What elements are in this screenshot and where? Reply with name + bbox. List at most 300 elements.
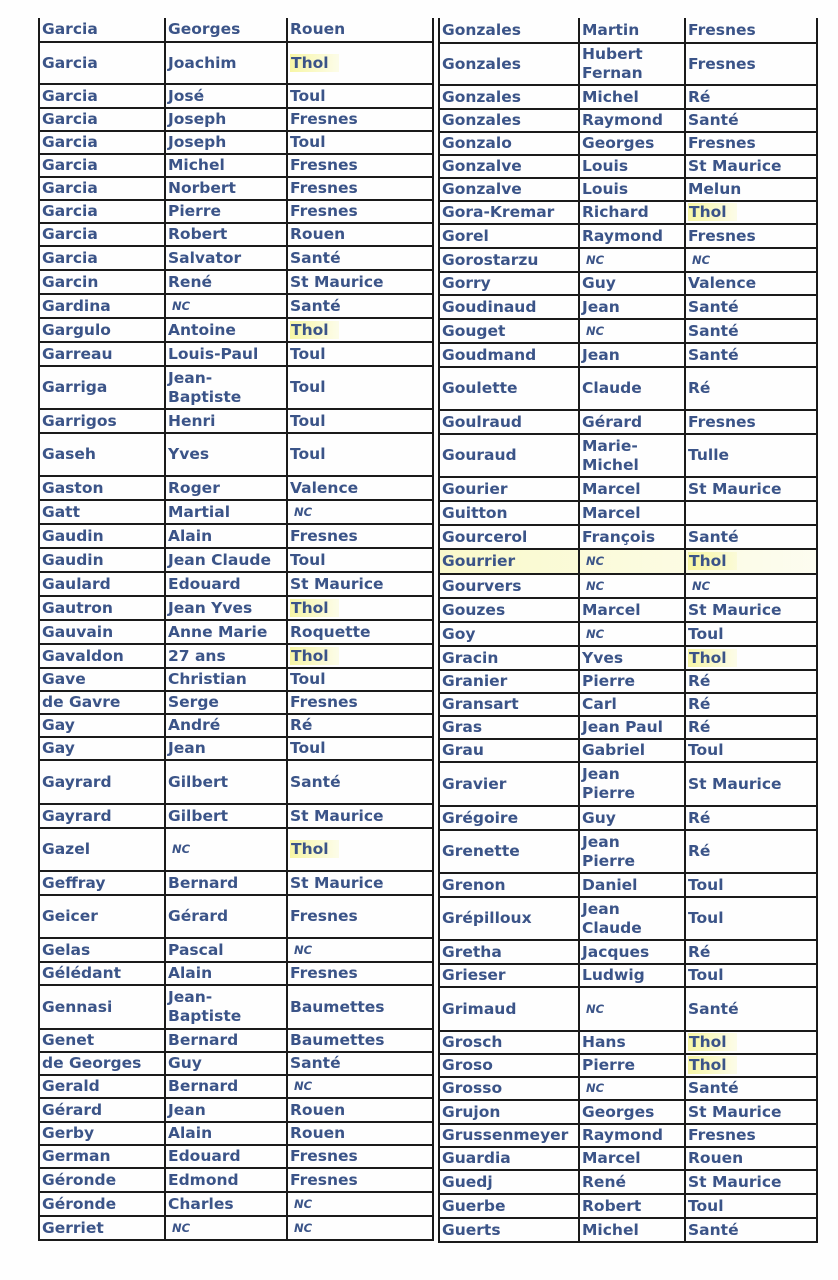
prison-text: Toul xyxy=(290,550,326,569)
prison-text: Ré xyxy=(688,842,711,860)
last-name-text: Goulraud xyxy=(442,412,522,431)
last-name-cell xyxy=(39,572,165,596)
prison-cell xyxy=(287,895,433,938)
name-table-left xyxy=(38,18,434,1241)
first-name-cell xyxy=(165,548,287,572)
first-name-cell xyxy=(165,1098,287,1122)
first-name-text: NC xyxy=(586,1081,605,1095)
last-name-text: Guedj xyxy=(442,1172,493,1191)
last-name-text: Gay xyxy=(42,739,75,757)
last-name-cell xyxy=(439,1031,579,1054)
prison-cell xyxy=(287,270,433,294)
prison-cell xyxy=(287,177,433,200)
table-row xyxy=(439,987,817,1031)
table-row xyxy=(39,1122,433,1145)
first-name-text: Michel xyxy=(582,1220,639,1239)
prison-text: Thol xyxy=(688,1033,737,1051)
first-name-text: René xyxy=(168,272,212,291)
last-name-cell xyxy=(439,178,579,201)
first-name-text: René xyxy=(582,1172,626,1191)
prison-cell xyxy=(287,223,433,246)
table-row xyxy=(439,248,817,272)
first-name-cell xyxy=(579,525,685,549)
prison-text: Rouen xyxy=(290,1124,346,1142)
first-name-text: Hans xyxy=(582,1033,626,1051)
last-name-text: Gourvers xyxy=(442,576,522,595)
table-row xyxy=(439,830,817,873)
prison-cell xyxy=(685,434,817,477)
table-row xyxy=(439,1147,817,1170)
last-name-cell xyxy=(439,295,579,319)
last-name-text: Gaulard xyxy=(42,574,111,593)
last-name-cell xyxy=(39,1098,165,1122)
last-name-text: Gave xyxy=(42,670,86,688)
first-name-text: Jean Paul xyxy=(582,718,663,736)
last-name-cell xyxy=(39,108,165,131)
last-name-cell xyxy=(439,272,579,295)
last-name-cell xyxy=(439,43,579,85)
first-name-cell xyxy=(579,987,685,1031)
table-row xyxy=(39,620,433,644)
first-name-cell xyxy=(579,574,685,598)
last-name-cell xyxy=(39,871,165,895)
table-row xyxy=(39,760,433,804)
last-name-cell xyxy=(39,500,165,524)
last-name-text: Gavaldon xyxy=(42,646,124,665)
first-name-text: Ludwig xyxy=(582,966,645,984)
first-name-cell xyxy=(579,224,685,248)
last-name-cell xyxy=(439,224,579,248)
last-name-cell xyxy=(39,714,165,737)
prison-text: Santé xyxy=(290,296,341,315)
first-name-cell xyxy=(579,873,685,897)
first-name-text: Louis xyxy=(582,157,629,175)
table-row xyxy=(439,410,817,434)
last-name-cell xyxy=(39,1145,165,1168)
last-name-text: Garrigos xyxy=(42,411,117,430)
last-name-text: Gonzalve xyxy=(442,180,522,198)
first-name-cell xyxy=(579,1147,685,1170)
first-name-text: NC xyxy=(586,323,605,338)
prison-text: Fresnes xyxy=(290,526,358,545)
prison-text: Baumettes xyxy=(290,1031,385,1049)
last-name-text: Grujon xyxy=(442,1102,501,1121)
first-name-text: Robert xyxy=(168,225,228,243)
first-name-text: Raymond xyxy=(582,111,663,129)
prison-text: Ré xyxy=(688,695,711,713)
table-row xyxy=(39,985,433,1029)
first-name-cell xyxy=(579,897,685,940)
first-name-text: Pascal xyxy=(168,940,224,959)
table-row xyxy=(439,693,817,716)
prison-cell xyxy=(685,367,817,410)
first-name-text: Jean xyxy=(582,297,620,316)
last-name-cell xyxy=(439,18,579,43)
last-name-text: Goulette xyxy=(442,379,518,397)
prison-cell xyxy=(287,548,433,572)
last-name-text: Gretha xyxy=(442,942,502,961)
last-name-cell xyxy=(439,109,579,132)
last-name-text: Grépilloux xyxy=(442,909,532,927)
first-name-cell xyxy=(165,200,287,223)
last-name-cell xyxy=(39,1029,165,1052)
prison-text: Ré xyxy=(688,942,711,961)
last-name-text: Gorel xyxy=(442,226,489,245)
prison-text: Fresnes xyxy=(290,693,358,711)
last-name-cell xyxy=(439,646,579,670)
table-row xyxy=(39,342,433,366)
first-name-cell xyxy=(579,434,685,477)
prison-text: Valence xyxy=(290,478,359,497)
prison-cell xyxy=(685,987,817,1031)
prison-text: St Maurice xyxy=(688,600,782,619)
last-name-cell xyxy=(39,524,165,548)
last-name-text: Gérard xyxy=(42,1100,103,1119)
first-name-text: Jacques xyxy=(582,942,650,961)
first-name-cell xyxy=(165,42,287,84)
prison-text: Santé xyxy=(688,1220,739,1239)
first-name-text: Gérard xyxy=(168,907,229,925)
prison-text: Santé xyxy=(688,111,739,129)
last-name-cell xyxy=(439,1100,579,1124)
prison-cell xyxy=(287,668,433,691)
last-name-text: Gonzalve xyxy=(442,157,522,175)
table-row xyxy=(39,223,433,246)
table-row xyxy=(39,668,433,691)
first-name-cell xyxy=(579,1054,685,1077)
prison-cell xyxy=(287,644,433,668)
prison-text: Fresnes xyxy=(290,1147,358,1165)
first-name-cell xyxy=(579,1218,685,1242)
first-name-cell xyxy=(579,343,685,367)
prison-cell xyxy=(287,108,433,131)
prison-cell xyxy=(685,1100,817,1124)
prison-cell xyxy=(287,691,433,714)
prison-cell xyxy=(287,84,433,108)
last-name-text: Gourier xyxy=(442,479,508,498)
first-name-text: Jean Pierre xyxy=(582,765,635,802)
table-row xyxy=(39,596,433,620)
last-name-cell xyxy=(439,248,579,272)
first-name-text: Marcel xyxy=(582,600,641,619)
table-row xyxy=(439,549,817,574)
first-name-text: Henri xyxy=(168,411,216,430)
prison-cell xyxy=(287,938,433,962)
last-name-text: Granier xyxy=(442,672,508,690)
prison-cell xyxy=(685,598,817,622)
prison-cell xyxy=(685,1218,817,1242)
first-name-cell xyxy=(165,620,287,644)
last-name-text: Gorostarzu xyxy=(442,250,539,269)
prison-cell xyxy=(685,964,817,987)
first-name-cell xyxy=(165,433,287,476)
first-name-cell xyxy=(579,964,685,987)
first-name-text: Michel xyxy=(168,156,225,174)
table-row xyxy=(439,739,817,762)
last-name-cell xyxy=(39,828,165,871)
first-name-text: Guy xyxy=(582,808,616,827)
last-name-text: Garreau xyxy=(42,344,113,363)
last-name-cell xyxy=(439,622,579,646)
first-name-cell xyxy=(165,1168,287,1192)
table-row xyxy=(439,964,817,987)
prison-text: Toul xyxy=(688,1196,724,1215)
first-name-cell xyxy=(165,366,287,409)
last-name-text: Gravier xyxy=(442,774,507,793)
table-row xyxy=(39,200,433,223)
first-name-text: Georges xyxy=(168,20,241,38)
prison-text: Santé xyxy=(688,297,739,316)
first-name-text: Joachim xyxy=(168,53,237,72)
first-name-cell xyxy=(579,830,685,873)
first-name-text: Yves xyxy=(582,648,624,667)
first-name-cell xyxy=(165,1052,287,1075)
last-name-cell xyxy=(39,131,165,154)
first-name-cell xyxy=(579,693,685,716)
last-name-text: Grosso xyxy=(442,1079,503,1097)
last-name-text: Gonzales xyxy=(442,54,521,73)
last-name-cell xyxy=(439,477,579,501)
prison-text: Melun xyxy=(688,180,742,198)
prison-cell xyxy=(287,524,433,548)
first-name-cell xyxy=(165,737,287,760)
prison-cell xyxy=(685,1077,817,1100)
last-name-text: Garcia xyxy=(42,179,98,197)
table-row xyxy=(39,84,433,108)
prison-cell xyxy=(287,1098,433,1122)
first-name-cell xyxy=(165,572,287,596)
prison-cell xyxy=(287,1029,433,1052)
prison-cell xyxy=(685,622,817,646)
first-name-cell xyxy=(579,109,685,132)
last-name-text: Grau xyxy=(442,741,484,759)
prison-text: Thol xyxy=(688,1056,737,1074)
prison-text: Fresnes xyxy=(688,1126,756,1144)
last-name-text: Genet xyxy=(42,1031,95,1049)
prison-text: Santé xyxy=(688,527,739,546)
first-name-text: Guy xyxy=(168,1054,202,1072)
table-row xyxy=(439,272,817,295)
last-name-text: Grégoire xyxy=(442,808,519,827)
last-name-text: Gelas xyxy=(42,940,91,959)
table-row xyxy=(439,806,817,830)
first-name-text: Marcel xyxy=(582,503,641,522)
first-name-cell xyxy=(579,367,685,410)
prison-cell xyxy=(685,343,817,367)
first-name-text: Jean Claude xyxy=(582,899,642,937)
table-row xyxy=(39,572,433,596)
first-name-cell xyxy=(579,806,685,830)
table-body-left xyxy=(39,18,433,1240)
first-name-cell xyxy=(579,646,685,670)
prison-cell xyxy=(287,500,433,524)
prison-text: Santé xyxy=(290,248,341,267)
prison-text: Thol xyxy=(290,647,339,665)
prison-text: Toul xyxy=(290,670,326,688)
first-name-cell xyxy=(579,272,685,295)
prison-text: Toul xyxy=(290,344,326,363)
table-row xyxy=(439,940,817,964)
first-name-text: Edmond xyxy=(168,1170,239,1189)
last-name-cell xyxy=(39,760,165,804)
first-name-cell xyxy=(165,714,287,737)
prison-text: St Maurice xyxy=(290,272,384,291)
last-name-text: Géronde xyxy=(42,1194,117,1213)
last-name-text: Gorry xyxy=(442,274,491,292)
first-name-cell xyxy=(165,84,287,108)
last-name-text: Grenon xyxy=(442,875,506,894)
last-name-cell xyxy=(439,367,579,410)
last-name-cell xyxy=(439,693,579,716)
first-name-text: François xyxy=(582,527,656,546)
first-name-text: Raymond xyxy=(582,1126,663,1144)
table-row xyxy=(39,1192,433,1216)
last-name-cell xyxy=(39,644,165,668)
prison-cell xyxy=(287,1052,433,1075)
table-row xyxy=(439,319,817,343)
prison-cell xyxy=(287,1145,433,1168)
last-name-cell xyxy=(39,342,165,366)
last-name-cell xyxy=(439,739,579,762)
last-name-cell xyxy=(39,1122,165,1145)
table-row xyxy=(439,201,817,224)
first-name-text: Hubert Fernan xyxy=(582,45,643,82)
last-name-text: Gaudin xyxy=(42,526,104,545)
first-name-cell xyxy=(165,1216,287,1240)
first-name-text: Yves xyxy=(168,445,210,463)
first-name-text: Jean Claude xyxy=(168,550,271,569)
first-name-text: Pierre xyxy=(582,1056,635,1074)
prison-cell xyxy=(287,246,433,270)
first-name-cell xyxy=(165,342,287,366)
prison-text: Ré xyxy=(290,716,313,734)
last-name-text: Garcia xyxy=(42,53,98,72)
prison-cell xyxy=(287,200,433,223)
last-name-cell xyxy=(439,1054,579,1077)
prison-cell xyxy=(685,670,817,693)
last-name-text: Garcia xyxy=(42,110,98,128)
first-name-cell xyxy=(579,18,685,43)
prison-cell xyxy=(685,762,817,806)
first-name-text: Pierre xyxy=(582,672,635,690)
prison-cell xyxy=(685,1147,817,1170)
prison-cell xyxy=(685,319,817,343)
prison-text: Thol xyxy=(290,321,339,339)
first-name-cell xyxy=(579,1031,685,1054)
last-name-cell xyxy=(39,294,165,318)
last-name-cell xyxy=(439,319,579,343)
first-name-cell xyxy=(165,1192,287,1216)
first-name-cell xyxy=(165,668,287,691)
prison-text: Fresnes xyxy=(688,412,756,431)
last-name-text: Garcia xyxy=(42,133,98,151)
first-name-text: Bernard xyxy=(168,1077,239,1095)
prison-text: Toul xyxy=(290,86,326,105)
table-row xyxy=(39,1216,433,1240)
first-name-cell xyxy=(579,295,685,319)
prison-text: Fresnes xyxy=(290,907,358,925)
last-name-text: de Gavre xyxy=(42,693,121,711)
last-name-cell xyxy=(39,1168,165,1192)
prison-cell xyxy=(685,295,817,319)
prison-cell xyxy=(287,572,433,596)
prison-text: St Maurice xyxy=(290,574,384,593)
last-name-cell xyxy=(439,1218,579,1242)
last-name-cell xyxy=(439,574,579,598)
prison-text: Santé xyxy=(688,321,739,340)
first-name-cell xyxy=(165,246,287,270)
prison-text: Santé xyxy=(688,345,739,364)
prison-text: NC xyxy=(294,1196,313,1211)
prison-text: Toul xyxy=(290,445,326,463)
table-row xyxy=(439,132,817,155)
table-row xyxy=(39,1052,433,1075)
prison-cell xyxy=(287,294,433,318)
prison-text: Thol xyxy=(688,203,737,221)
table-row xyxy=(439,477,817,501)
last-name-cell xyxy=(39,42,165,84)
last-name-text: Guerbe xyxy=(442,1196,506,1215)
last-name-cell xyxy=(439,940,579,964)
prison-text: Rouen xyxy=(290,225,346,243)
prison-cell xyxy=(287,737,433,760)
last-name-text: Grussenmeyer xyxy=(442,1126,569,1144)
last-name-text: Gourcerol xyxy=(442,527,528,546)
table-row xyxy=(439,873,817,897)
prison-text: NC xyxy=(692,578,711,593)
table-row xyxy=(39,476,433,500)
table-row xyxy=(439,295,817,319)
last-name-text: Gonzales xyxy=(442,87,521,106)
first-name-cell xyxy=(165,500,287,524)
first-name-text: Charles xyxy=(168,1194,234,1213)
table-row xyxy=(39,366,433,409)
last-name-text: Gaseh xyxy=(42,445,96,463)
last-name-cell xyxy=(439,1194,579,1218)
first-name-text: NC xyxy=(172,842,191,856)
last-name-cell xyxy=(439,1124,579,1147)
last-name-cell xyxy=(39,409,165,433)
last-name-cell xyxy=(439,85,579,109)
table-row xyxy=(439,18,817,43)
last-name-text: Gonzalo xyxy=(442,134,512,152)
first-name-cell xyxy=(165,294,287,318)
last-name-text: German xyxy=(42,1147,111,1165)
first-name-cell xyxy=(579,1077,685,1100)
first-name-cell xyxy=(165,895,287,938)
last-name-text: Grosch xyxy=(442,1033,503,1051)
first-name-cell xyxy=(165,223,287,246)
prison-text: St Maurice xyxy=(688,1172,782,1191)
first-name-cell xyxy=(165,131,287,154)
first-name-cell xyxy=(579,1170,685,1194)
last-name-text: Grieser xyxy=(442,966,506,984)
prison-cell xyxy=(287,409,433,433)
prison-cell xyxy=(287,714,433,737)
prison-cell xyxy=(685,549,817,574)
last-name-cell xyxy=(39,737,165,760)
first-name-text: Marie- Michel xyxy=(582,436,639,474)
prison-text: Baumettes xyxy=(290,997,385,1016)
prison-cell xyxy=(685,248,817,272)
prison-text: NC xyxy=(294,1220,313,1235)
first-name-cell xyxy=(579,670,685,693)
table-row xyxy=(439,1194,817,1218)
first-name-cell xyxy=(579,132,685,155)
prison-cell xyxy=(685,940,817,964)
first-name-text: Jean xyxy=(582,345,620,364)
first-name-text: Gabriel xyxy=(582,741,646,759)
